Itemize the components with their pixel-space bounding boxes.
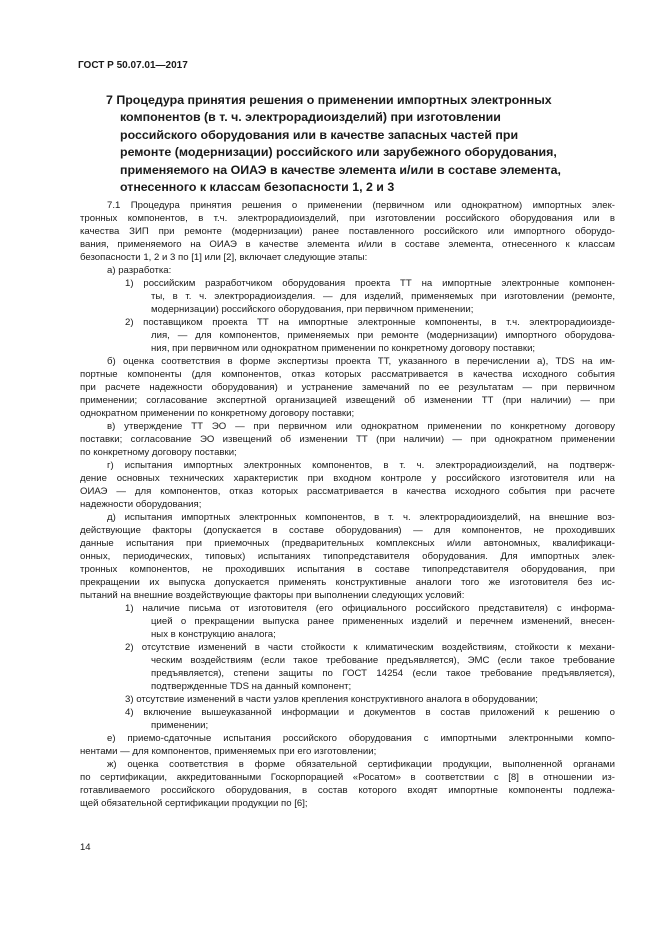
paragraph-line: действующие факторы (допускается в составе оборудования) — для компонентов, не проходивших [80, 525, 615, 536]
heading-line: российского оборудования или в качестве запасных частей при [120, 127, 519, 142]
heading-line: ремонте (модернизации) российского или зарубежного оборудования, [120, 145, 557, 160]
heading-line: 7 Процедура принятия решения о применении импортных электронных [106, 93, 552, 107]
paragraph-line: прекращении их выпуска допускается применять конструктивные аналоги того же изготовителя без ис- [80, 577, 615, 588]
paragraph-line: при расчете надежности оборудования) и устранение замечаний по ее результатам — при первичном [80, 382, 615, 393]
paragraph-line: в) утверждение ТТ ЭО — при первичном или однократном применении по конкретному договору [107, 421, 615, 432]
paragraph-line: лия, — для компонентов, применяемых при ремонте (модернизации) импортного оборудова- [151, 330, 615, 341]
paragraph-line: безопасности 1, 2 и 3 по [1] или [2], включает следующие этапы: [80, 252, 368, 263]
paragraph-line: пытаний на внешние воздействующие факторы при выполнении следующих условий: [80, 590, 465, 601]
section-heading [106, 92, 626, 196]
paragraph-line: онных, периодических, типовых) испытаниях типопредставителя оборудования. Для импортных элек- [80, 551, 615, 562]
paragraph-line: подтвержденные TDS на данный компонент; [151, 681, 352, 692]
paragraph-line: применении; согласование экспертной организацией извещений об изменении ТТ (при наличии) — при [80, 395, 615, 406]
paragraph-line: по конкретному договору поставки; [80, 447, 237, 458]
paragraph-line: ческим воздействиям (если такое требование предъявляется), ЭМС (если такое требование [151, 655, 615, 666]
paragraph-line: 1) наличие письма от изготовителя (его официального российского представителя) с информа- [125, 603, 615, 614]
paragraph-line: готавливаемого российского оборудования, в состав которого входят импортные компоненты подлежа- [80, 785, 615, 796]
paragraph-line: тронных компонентов, в т.ч. электрорадиоизделий, при изготовлении российского оборудования или в [80, 213, 615, 224]
heading-line: применяемого на ОИАЭ в качестве элемента и/или в составе элемента, [120, 162, 561, 177]
paragraph-line: по сертификации, аккредитованными Госкорпорацией «Росатом» в соответствии с [8] в отношении из- [80, 772, 615, 783]
paragraph-line: б) оценка соответствия в форме экспертизы проекта ТТ, указанного в перечислении а), TDS на им- [107, 356, 615, 367]
paragraph-line: е) приемо-сдаточные испытания российского оборудования с импортными электронными компо- [107, 733, 615, 744]
paragraph-line: вания, применяемого на ОИАЭ в качестве элемента и/или в составе элемента, отнесенного к классам [80, 239, 615, 250]
paragraph-line: однократном применении по конкретному договору поставки; [80, 408, 355, 419]
paragraph-line: данные испытания при приемочных (предварительных комплексных и/или автономных, квалификаци- [80, 538, 615, 549]
paragraph-line: ты, в т. ч. электрорадиоизделия. — для изделий, применяемых при изготовлении (ремонте, [151, 291, 615, 302]
paragraph-line: поставки; согласование ЭО извещений об изменении ТТ (при наличии) — при однократном применении [80, 434, 615, 445]
paragraph-line: цией о прекращении выпуска ранее примененных изделий и перечнем изменений, внесен- [151, 616, 615, 627]
document-header: ГОСТ Р 50.07.01—2017 [78, 60, 188, 71]
paragraph-line: ния, при первичном или однократном применении по конкретному договору поставки; [151, 343, 536, 354]
paragraph-line: 7.1 Процедура принятия решения о применении (первичном или однократном) импортных элек- [107, 200, 615, 211]
paragraph-line: 4) включение вышеуказанной информации и документов в состав приложений к решению о [125, 707, 615, 718]
paragraph-line: надежности оборудования; [80, 499, 202, 510]
paragraph-line: портные компоненты (для компонентов, отказ которых рассматривается в качества исходного события [80, 369, 615, 380]
paragraph-line: предъявляется), степени защиты по ГОСТ 14254 (если такое требование предъявляется), [151, 668, 615, 679]
paragraph-line: качества ЗИП при ремонте (модернизации) ранее поставленного российского или импортного оборудо- [80, 226, 615, 237]
paragraph-line: дение основных технических характеристик при входном контроле у российского изготовителя или на [80, 473, 615, 484]
paragraph-line: 1) российским разработчиком оборудования проекта ТТ на импортные электронные компонен- [125, 278, 615, 289]
paragraph-line: г) испытания импортных электронных компонентов, в т. ч. электрорадиоизделий, на подтверж- [107, 460, 615, 471]
paragraph-line: ж) оценка соответствия в форме обязательной сертификации продукции, выполненной органами [107, 759, 615, 770]
heading-line: компонентов (в т. ч. электрорадиоизделий) при изготовлении [120, 110, 501, 125]
page-number: 14 [80, 842, 91, 853]
paragraph-line: применении; [151, 720, 209, 731]
heading-line: отнесенного к классам безопасности 1, 2 и 3 [120, 180, 395, 195]
paragraph-line: щей обязательной сертификации продукции по [6]; [80, 798, 308, 809]
paragraph-line: 2) отсутствие изменений в части стойкости к климатическим воздействиям, стойкости к механи- [125, 642, 615, 653]
paragraph-line: 3) отсутствие изменений в части узлов крепления конструктивного аналога в оборудовании; [125, 694, 538, 705]
section-body [80, 199, 615, 810]
paragraph-line: тронных компонентов, не проходивших испытания в составе типопредставителя оборудования, при [80, 564, 615, 575]
paragraph-line: модернизации) российского оборудования, при первичном применении; [151, 304, 474, 315]
paragraph-line: а) разработка: [107, 265, 172, 276]
paragraph-line: ОИАЭ — для компонентов, отказ которых рассматривается в качества исходного события при расчете [80, 486, 615, 497]
paragraph-line: ных в конструкцию аналога; [151, 629, 276, 640]
paragraph-line: нентами — для компонентов, применяемых при его изготовлении; [80, 746, 377, 757]
paragraph-line: 2) поставщиком проекта ТТ на импортные электронные компоненты, в т.ч. электрорадиоизде- [125, 317, 615, 328]
paragraph-line: д) испытания импортных электронных компонентов, в т. ч. электрорадиоизделий, на внешние воз- [107, 512, 615, 523]
